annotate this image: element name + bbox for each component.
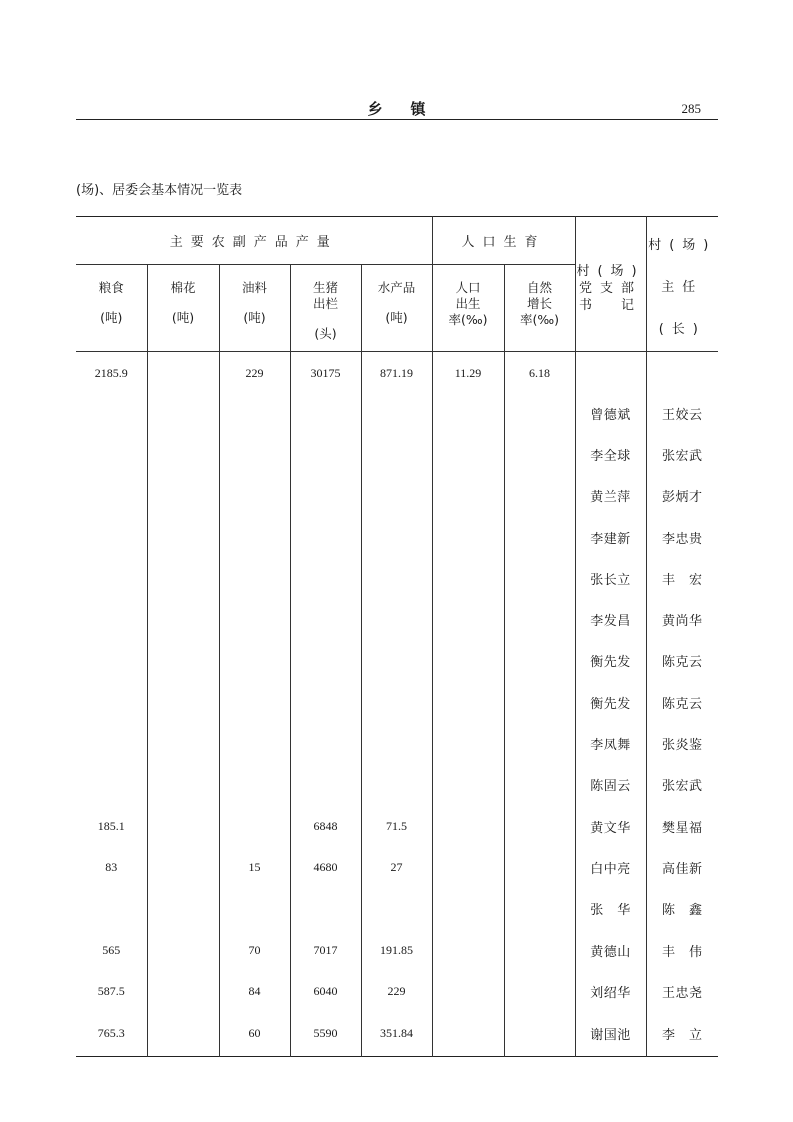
cell-growth	[504, 393, 575, 434]
cell-birth	[432, 888, 504, 929]
cell-director: 李忠贵	[646, 516, 718, 557]
cell-secretary: 李全球	[575, 434, 646, 475]
cell-oil: 15	[219, 847, 290, 888]
cell-birth	[432, 723, 504, 764]
cell-oil: 229	[219, 352, 290, 393]
column-header-label: 生猪 出栏	[312, 280, 338, 312]
cell-aquatic	[361, 599, 432, 640]
cell-cotton	[147, 929, 219, 970]
column-header-label: 油料	[241, 280, 267, 296]
column-header-grain	[76, 265, 147, 352]
cell-oil	[219, 516, 290, 557]
cell-grain: 185.1	[97, 818, 125, 833]
table-row	[76, 805, 718, 846]
cell-oil	[219, 682, 290, 723]
cell-director: 张炎鉴	[646, 723, 718, 764]
table-row	[76, 723, 718, 764]
cell-oil	[219, 888, 290, 929]
cell-secretary: 李建新	[575, 516, 646, 557]
cell-secretary: 张 华	[575, 888, 646, 929]
table-row	[76, 475, 718, 516]
cell-growth	[504, 847, 575, 888]
cell-director: 彭炳才	[646, 475, 718, 516]
cell-secretary: 黄德山	[575, 929, 646, 970]
cell-grain: 2185.9	[94, 366, 128, 380]
cell-aquatic: 229	[361, 971, 432, 1012]
cell-oil	[219, 475, 290, 516]
cell-pigs: 5590	[290, 1012, 361, 1057]
cell-grain	[76, 599, 147, 640]
cell-cotton	[147, 475, 219, 516]
cell-pigs	[290, 434, 361, 475]
cell-grain	[76, 764, 147, 805]
table-row	[76, 847, 718, 888]
cell-director: 丰 伟	[646, 929, 718, 970]
cell-cotton	[147, 847, 219, 888]
cell-growth	[504, 971, 575, 1012]
cell-pigs	[290, 640, 361, 681]
cell-grain	[76, 393, 147, 434]
table-row	[76, 971, 718, 1012]
cell-grain: 765.3	[97, 1026, 125, 1041]
cell-growth	[504, 599, 575, 640]
cell-director: 陈克云	[646, 682, 718, 723]
cell-secretary	[575, 352, 646, 393]
cell-oil	[219, 764, 290, 805]
cell-secretary: 陈固云	[575, 764, 646, 805]
cell-growth	[504, 805, 575, 846]
cell-cotton	[147, 352, 219, 393]
cell-pigs	[290, 516, 361, 557]
cell-pigs: 30175	[290, 352, 361, 393]
cell-cotton	[147, 723, 219, 764]
cell-oil	[219, 599, 290, 640]
cell-growth	[504, 558, 575, 599]
cell-aquatic	[361, 682, 432, 723]
cell-grain: 587.5	[97, 983, 125, 998]
section-title-left: 乡	[367, 100, 383, 118]
table-row	[76, 1012, 718, 1057]
cell-pigs: 6848	[290, 805, 361, 846]
cell-growth	[504, 888, 575, 929]
cell-pigs	[290, 558, 361, 599]
page-number: 285	[681, 101, 701, 116]
cell-pigs	[290, 599, 361, 640]
cell-oil: 70	[219, 929, 290, 970]
cell-aquatic: 871.19	[361, 352, 432, 393]
cell-birth	[432, 805, 504, 846]
column-header-label: 水产品	[377, 280, 416, 296]
cell-director: 王忠尧	[646, 971, 718, 1012]
cell-director: 陈 鑫	[646, 888, 718, 929]
cell-growth	[504, 1012, 575, 1057]
table-row	[76, 764, 718, 805]
cell-cotton	[147, 764, 219, 805]
cell-birth	[432, 764, 504, 805]
cell-cotton	[147, 1012, 219, 1057]
table-row	[76, 516, 718, 557]
column-header-pigs	[290, 265, 361, 352]
cell-oil: 84	[219, 971, 290, 1012]
cell-cotton	[147, 558, 219, 599]
cell-oil	[219, 640, 290, 681]
column-header-unit: (吨)	[100, 310, 123, 326]
column-header-birth-rate	[432, 265, 504, 352]
table-row	[76, 393, 718, 434]
table-row	[76, 888, 718, 929]
column-header-aquatic	[361, 265, 432, 352]
cell-secretary: 刘绍华	[575, 971, 646, 1012]
cell-secretary: 李凤舞	[575, 723, 646, 764]
table-row	[76, 929, 718, 970]
cell-director: 李 立	[646, 1012, 718, 1057]
cell-oil: 60	[219, 1012, 290, 1057]
cell-birth	[432, 599, 504, 640]
cell-aquatic	[361, 640, 432, 681]
table-row	[76, 352, 718, 393]
column-header-label: 人口 出生 率(‰)	[448, 280, 488, 328]
section-title-right: 镇	[410, 100, 426, 118]
cell-grain: 83	[105, 859, 118, 874]
cell-grain	[76, 682, 147, 723]
cell-secretary: 谢国池	[575, 1012, 646, 1057]
cell-secretary: 黄兰萍	[575, 475, 646, 516]
column-header-cotton	[147, 265, 219, 352]
cell-aquatic	[361, 516, 432, 557]
cell-aquatic	[361, 475, 432, 516]
table-title: (场)、居委会基本情况一览表	[76, 183, 243, 198]
cell-growth	[504, 723, 575, 764]
cell-cotton	[147, 888, 219, 929]
cell-director: 张宏武	[646, 764, 718, 805]
cell-grain	[76, 475, 147, 516]
cell-growth	[504, 640, 575, 681]
cell-director: 高佳新	[646, 847, 718, 888]
column-header-oil	[219, 265, 290, 352]
cell-director: 张宏武	[646, 434, 718, 475]
header-rule	[76, 119, 718, 120]
cell-pigs	[290, 723, 361, 764]
cell-growth	[504, 434, 575, 475]
cell-director	[646, 352, 718, 393]
group-header-population: 人口生育	[432, 217, 575, 265]
cell-director: 黄尚华	[646, 599, 718, 640]
column-header-growth-rate	[504, 265, 575, 352]
cell-growth	[504, 929, 575, 970]
cell-aquatic	[361, 723, 432, 764]
cell-cotton	[147, 805, 219, 846]
cell-birth	[432, 516, 504, 557]
header-party-secretary-label: 村(场) 党支部 书 记	[576, 263, 645, 313]
cell-oil	[219, 393, 290, 434]
column-header-unit: (吨)	[385, 310, 408, 326]
column-header-label: 棉花	[170, 280, 196, 296]
cell-secretary: 衡先发	[575, 640, 646, 681]
cell-secretary: 白中亮	[575, 847, 646, 888]
table-row	[76, 599, 718, 640]
cell-aquatic	[361, 764, 432, 805]
cell-grain	[76, 640, 147, 681]
cell-cotton	[147, 599, 219, 640]
cell-aquatic: 27	[361, 847, 432, 888]
cell-cotton	[147, 640, 219, 681]
cell-director: 陈克云	[646, 640, 718, 681]
cell-cotton	[147, 971, 219, 1012]
cell-birth	[432, 971, 504, 1012]
cell-cotton	[147, 682, 219, 723]
header-village-director-label: 村(场) 主任(长)	[648, 238, 717, 337]
column-header-label: 粮食	[98, 280, 124, 296]
column-header-unit: (吨)	[171, 310, 195, 326]
cell-aquatic	[361, 434, 432, 475]
cell-aquatic	[361, 888, 432, 929]
cell-birth	[432, 1012, 504, 1057]
cell-aquatic: 71.5	[361, 805, 432, 846]
cell-birth	[432, 434, 504, 475]
cell-birth: 11.29	[432, 352, 504, 393]
cell-aquatic	[361, 558, 432, 599]
cell-grain: 565	[102, 942, 121, 957]
cell-birth	[432, 558, 504, 599]
cell-director: 樊星福	[646, 805, 718, 846]
cell-oil	[219, 805, 290, 846]
cell-oil	[219, 558, 290, 599]
cell-grain	[76, 516, 147, 557]
header-village-director	[646, 217, 718, 352]
column-header-unit: (头)	[314, 326, 337, 342]
cell-growth	[504, 475, 575, 516]
cell-birth	[432, 640, 504, 681]
table-row	[76, 640, 718, 681]
cell-pigs	[290, 888, 361, 929]
cell-pigs: 6040	[290, 971, 361, 1012]
cell-oil	[219, 723, 290, 764]
cell-cotton	[147, 516, 219, 557]
cell-birth	[432, 475, 504, 516]
cell-pigs	[290, 682, 361, 723]
table-row	[76, 682, 718, 723]
cell-aquatic	[361, 393, 432, 434]
cell-pigs	[290, 764, 361, 805]
cell-secretary: 黄文华	[575, 805, 646, 846]
cell-pigs	[290, 393, 361, 434]
cell-secretary: 李发昌	[575, 599, 646, 640]
cell-birth	[432, 682, 504, 723]
cell-aquatic: 191.85	[361, 929, 432, 970]
cell-pigs: 7017	[290, 929, 361, 970]
cell-director: 王姣云	[646, 393, 718, 434]
table-row	[76, 558, 718, 599]
cell-grain	[76, 888, 147, 929]
cell-birth	[432, 393, 504, 434]
cell-growth	[504, 682, 575, 723]
cell-grain	[76, 723, 147, 764]
cell-pigs: 4680	[290, 847, 361, 888]
cell-secretary: 张长立	[575, 558, 646, 599]
cell-pigs	[290, 475, 361, 516]
table-row	[76, 434, 718, 475]
column-header-label: 自然 增长 率(‰)	[519, 280, 560, 328]
group-header-production: 主要农副产品产量	[76, 217, 432, 265]
header-party-secretary	[575, 217, 646, 352]
village-info-table	[76, 216, 718, 1057]
page-section-title	[0, 98, 793, 119]
cell-grain	[76, 434, 147, 475]
column-header-unit: (吨)	[243, 310, 266, 326]
cell-oil	[219, 434, 290, 475]
cell-secretary: 衡先发	[575, 682, 646, 723]
cell-aquatic: 351.84	[361, 1012, 432, 1057]
cell-secretary: 曾德斌	[575, 393, 646, 434]
cell-growth: 6.18	[504, 352, 575, 393]
cell-birth	[432, 847, 504, 888]
cell-birth	[432, 929, 504, 970]
cell-cotton	[147, 434, 219, 475]
cell-growth	[504, 764, 575, 805]
cell-growth	[504, 516, 575, 557]
cell-grain	[76, 558, 147, 599]
cell-cotton	[147, 393, 219, 434]
cell-director: 丰 宏	[646, 558, 718, 599]
